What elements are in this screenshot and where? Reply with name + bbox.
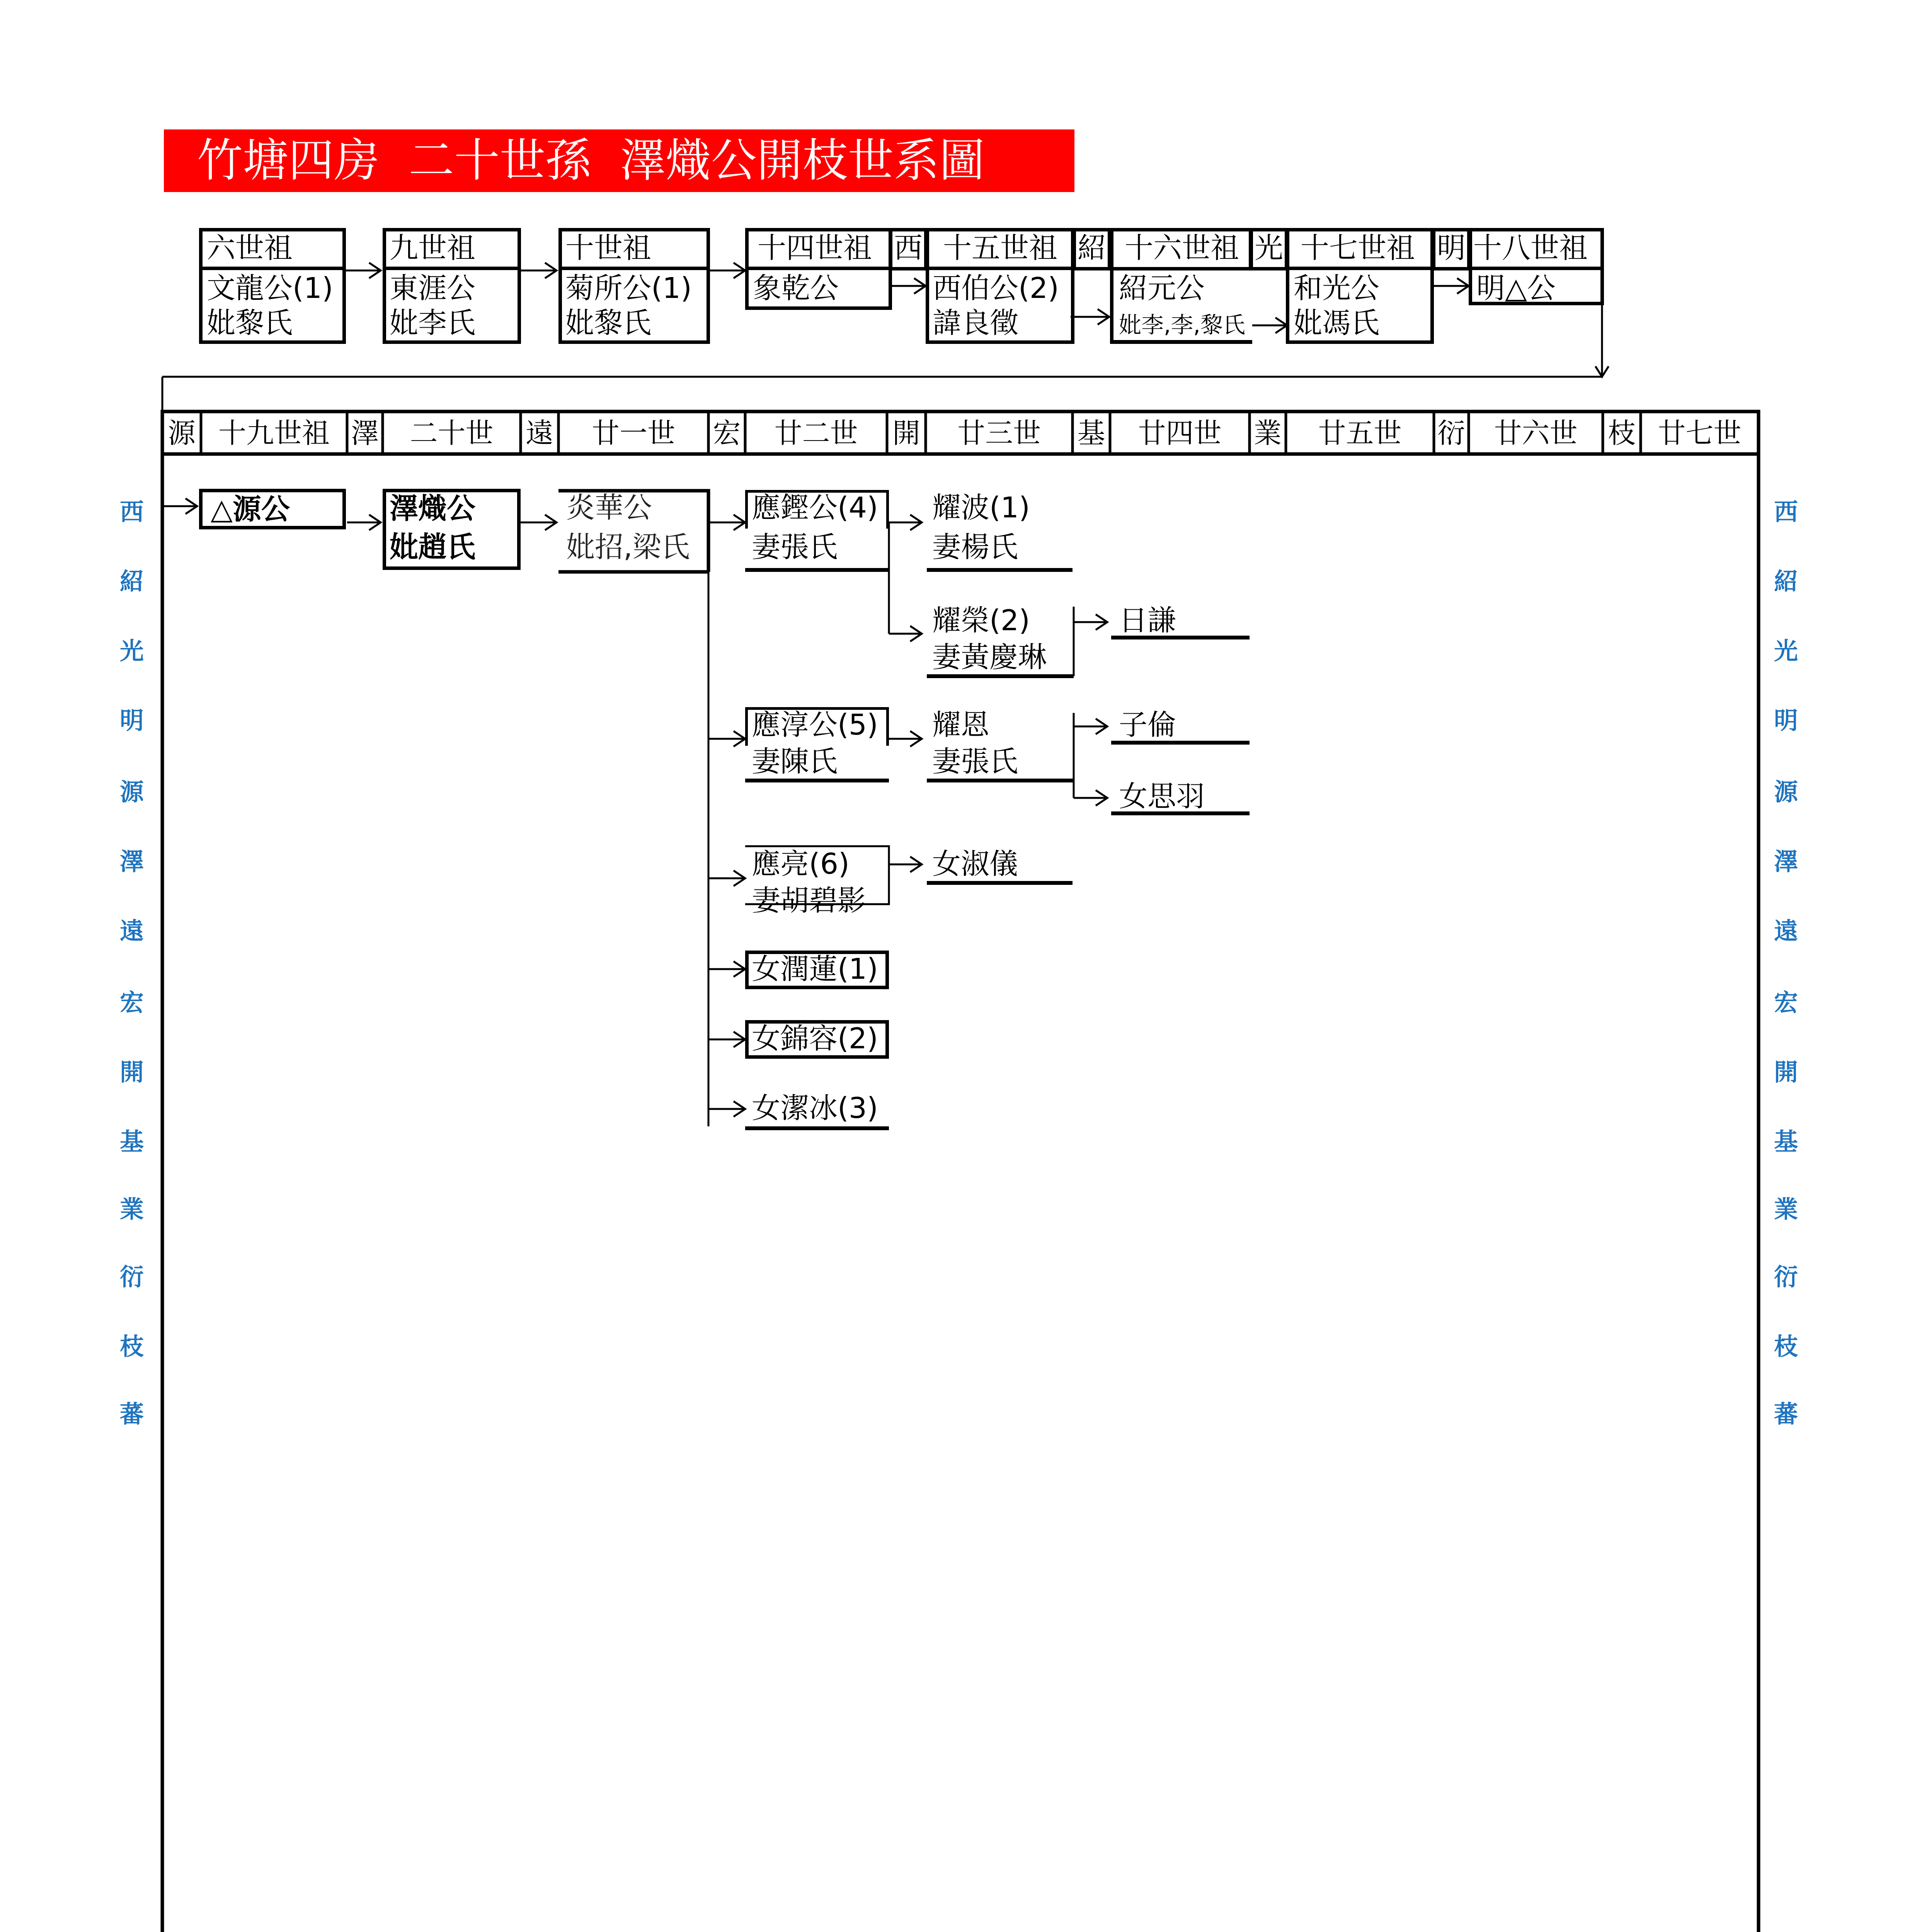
ancestor-gen-10: 十世祖 <box>565 231 651 265</box>
g23-yao-en-name: 耀恩 <box>932 708 989 742</box>
side-left-char-9: 基 <box>120 1128 144 1156</box>
side-left-char-1: 紹 <box>120 567 144 595</box>
g24-si-yu: 女思羽 <box>1119 780 1205 813</box>
side-left-char-12: 枝 <box>120 1332 144 1361</box>
header-gen-0: 十九世祖 <box>218 417 330 449</box>
header-gen-5: 廿四世 <box>1138 417 1222 449</box>
ancestor-spouse-16: 妣李,李,黎氏 <box>1119 312 1245 338</box>
ancestor-name-10: 菊所公(1) <box>565 272 692 305</box>
ancestor-spouse-9: 妣李氏 <box>390 306 475 340</box>
ancestor-name-17: 和光公 <box>1294 272 1379 305</box>
header-gen-1: 二十世 <box>410 417 494 449</box>
ancestor-tag-4: 明 <box>1437 231 1466 265</box>
side-right-char-9: 基 <box>1774 1128 1798 1156</box>
ancestor-tag-2: 紹 <box>1078 231 1106 265</box>
ancestor-gen-17: 十七世祖 <box>1301 231 1415 265</box>
g23-yao-bo-name: 耀波(1) <box>932 491 1030 524</box>
ancestor-gen-9: 九世祖 <box>390 231 475 265</box>
side-right-char-2: 光 <box>1774 637 1798 665</box>
side-right-char-7: 宏 <box>1774 988 1798 1017</box>
g22-ying-keng-spouse: 妻張氏 <box>752 531 838 564</box>
header-tag-6: 業 <box>1253 417 1282 449</box>
ancestor-name-15: 西伯公(2) <box>933 272 1059 305</box>
g22-daughter-1: 女潤蓮(1) <box>752 952 878 986</box>
side-left-char-8: 開 <box>120 1058 144 1086</box>
side-right-char-4: 源 <box>1774 778 1798 806</box>
side-left-char-3: 明 <box>120 706 144 735</box>
side-right-char-11: 衍 <box>1774 1263 1798 1291</box>
ancestor-spouse-10: 妣黎氏 <box>565 306 651 340</box>
g23-yao-rong-name: 耀榮(2) <box>932 604 1030 637</box>
side-right-char-5: 澤 <box>1774 847 1798 876</box>
header-gen-2: 廿一世 <box>591 417 675 449</box>
ancestor-gen-14: 十四世祖 <box>758 231 872 265</box>
ancestor-spouse-17: 妣馮氏 <box>1294 306 1379 340</box>
side-left-char-6: 遠 <box>120 917 144 945</box>
g24-ri-qian: 日謙 <box>1119 604 1176 637</box>
g20-spouse: 妣趙氏 <box>390 531 475 564</box>
side-right-char-13: 蕃 <box>1774 1400 1798 1428</box>
g22-daughter-2: 女錦容(2) <box>752 1022 878 1055</box>
g22-ying-liang-name: 應亮(6) <box>752 847 850 881</box>
side-left-char-7: 宏 <box>120 988 144 1017</box>
ancestor-name-18: 明△公 <box>1476 272 1556 305</box>
ancestor-spouse-6: 妣黎氏 <box>207 306 293 340</box>
g23-yao-en-spouse: 妻張氏 <box>932 745 1018 778</box>
header-tag-5: 基 <box>1077 417 1105 449</box>
g22-daughter-3: 女潔冰(3) <box>752 1092 878 1125</box>
side-left-char-2: 光 <box>120 637 144 665</box>
ancestor-gen-6: 六世祖 <box>207 231 293 265</box>
ancestor-gen-16: 十六世祖 <box>1125 231 1239 265</box>
side-left-char-13: 蕃 <box>120 1400 144 1428</box>
g22-ying-chun-name: 應淳公(5) <box>752 708 878 742</box>
ancestor-tag-3: 光 <box>1255 231 1283 265</box>
ancestor-name-6: 文龍公(1) <box>207 272 333 305</box>
g23-yao-rong-spouse: 妻黃慶琳 <box>932 641 1047 674</box>
header-gen-6: 廿五世 <box>1318 417 1402 449</box>
side-right-char-6: 遠 <box>1774 917 1798 945</box>
header-tag-4: 開 <box>892 417 920 449</box>
side-right-char-1: 紹 <box>1774 567 1798 595</box>
header-gen-7: 廿六世 <box>1494 417 1578 449</box>
g22-ying-keng-name: 應鏗公(4) <box>752 491 878 524</box>
g21-spouse: 妣招,梁氏 <box>566 531 690 564</box>
ancestor-name-9: 東涯公 <box>390 272 475 305</box>
side-right-char-3: 明 <box>1774 706 1798 735</box>
side-right-char-8: 開 <box>1774 1058 1798 1086</box>
side-left-char-5: 澤 <box>120 847 144 876</box>
side-left-char-0: 西 <box>120 498 144 526</box>
g22-ying-chun-spouse: 妻陳氏 <box>752 745 838 778</box>
side-right-char-0: 西 <box>1774 498 1798 526</box>
header-tag-7: 衍 <box>1437 417 1465 449</box>
side-right-char-12: 枝 <box>1774 1332 1798 1361</box>
g24-zi-lun: 子倫 <box>1119 708 1176 742</box>
g23-shu-yi: 女淑儀 <box>932 847 1018 881</box>
header-tag-0: 源 <box>167 417 196 449</box>
ancestor-spouse-15: 諱良徵 <box>933 306 1018 340</box>
header-tag-8: 枝 <box>1607 417 1636 449</box>
ancestor-tag-1: 西 <box>894 231 923 265</box>
side-left-char-4: 源 <box>120 778 144 806</box>
header-gen-3: 廿二世 <box>774 417 858 449</box>
g23-yao-bo-spouse: 妻楊氏 <box>932 531 1018 564</box>
g21-name: 炎華公 <box>566 491 652 524</box>
ancestor-gen-18: 十八世祖 <box>1473 231 1588 265</box>
ancestor-name-16: 紹元公 <box>1119 272 1205 305</box>
side-left-char-11: 衍 <box>120 1263 144 1291</box>
header-gen-4: 廿三世 <box>957 417 1041 449</box>
side-left-char-10: 業 <box>120 1195 144 1223</box>
g20-name: 澤熾公 <box>390 492 475 525</box>
ancestor-gen-15: 十五世祖 <box>943 231 1057 265</box>
header-gen-8: 廿七世 <box>1658 417 1742 449</box>
side-right-char-10: 業 <box>1774 1195 1798 1223</box>
header-tag-2: 遠 <box>525 417 553 449</box>
header-tag-3: 宏 <box>713 417 741 449</box>
header-tag-1: 澤 <box>351 417 379 449</box>
ancestor-name-14: 象乾公 <box>753 272 839 305</box>
g22-ying-liang-spouse: 妻胡碧影 <box>752 884 866 917</box>
g19-name: △源公 <box>211 493 290 526</box>
page-title: 竹塘四房 二十世孫 澤熾公開枝世系圖 <box>197 134 985 187</box>
